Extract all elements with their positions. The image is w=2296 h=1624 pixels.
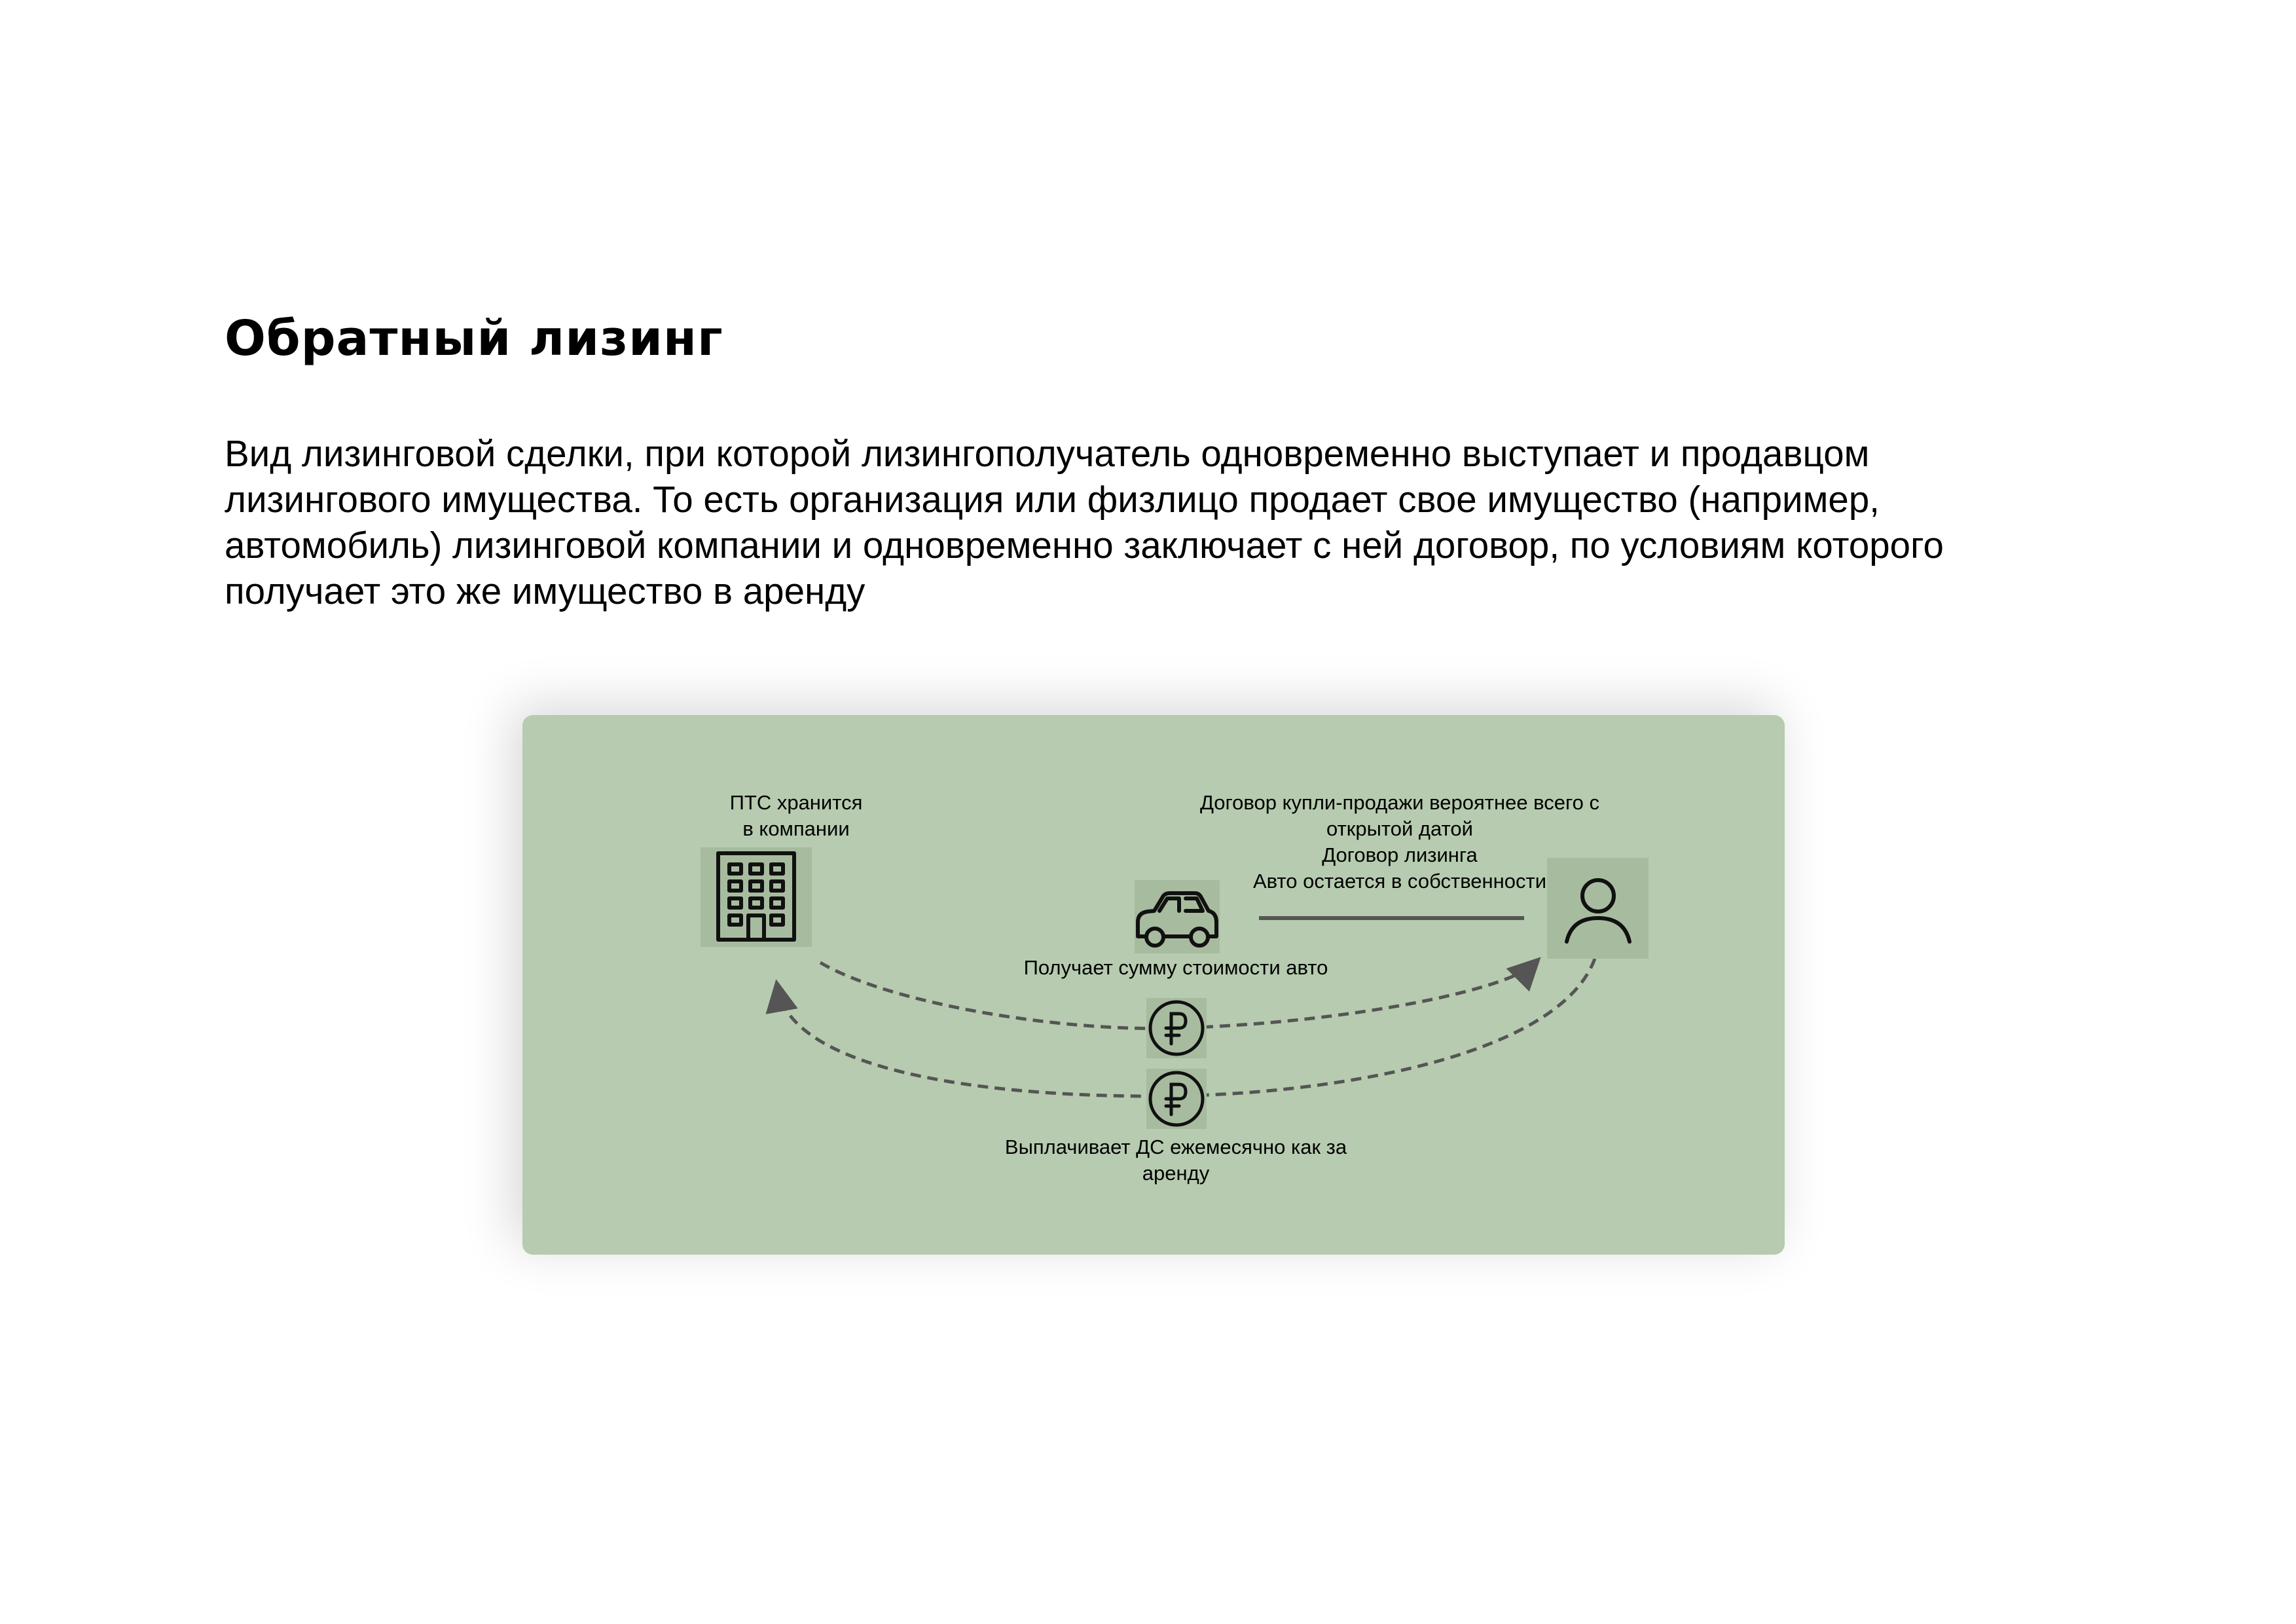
office-building-icon [701,847,812,947]
ruble-coin-icon [1146,1069,1207,1129]
contract-label-line: Договор лизинга [1322,843,1478,866]
ruble-coin-icon [1146,998,1207,1058]
ruble-tile-top [1146,998,1207,1058]
contract-label-line: Авто остается в собственности [1252,870,1547,893]
payout-label: Получает сумму стоимости авто [1023,956,1328,979]
person-tile [1547,858,1649,959]
person-icon [1547,858,1649,959]
contract-label-line: Договор купли-продажи вероятнее всего с [1199,791,1600,814]
monthly-payment-label-line: Выплачивает ДС ежемесячно как за [1004,1135,1347,1158]
page-title: Обратный лизинг [225,310,723,367]
contract-label-line: открытой датой [1326,817,1473,840]
company-label-line: ПТС хранится [729,791,863,814]
description [225,431,2058,614]
reverse-leasing-diagram [522,715,1785,1255]
description-line: лизингового имущества. То есть организация или физлицо продает свое имущество (например, [225,479,1880,520]
company-label [678,790,914,842]
car-tile [1135,880,1220,953]
ruble-tile-bottom [1146,1069,1207,1129]
monthly-payment-label [979,1134,1372,1187]
company-label-line: в компании [742,817,850,840]
description-line: автомобиль) лизинговой компании и одновременно заключает с ней договор, по условиям которого [225,525,1944,566]
monthly-payment-label-line: аренду [1142,1162,1210,1185]
car-icon [1135,880,1220,953]
company-tile [701,847,812,947]
description-line: Вид лизинговой сделки, при которой лизингополучатель одновременно выступает и продавцом [225,433,1870,474]
description-line: получает это же имущество в аренду [225,570,866,612]
